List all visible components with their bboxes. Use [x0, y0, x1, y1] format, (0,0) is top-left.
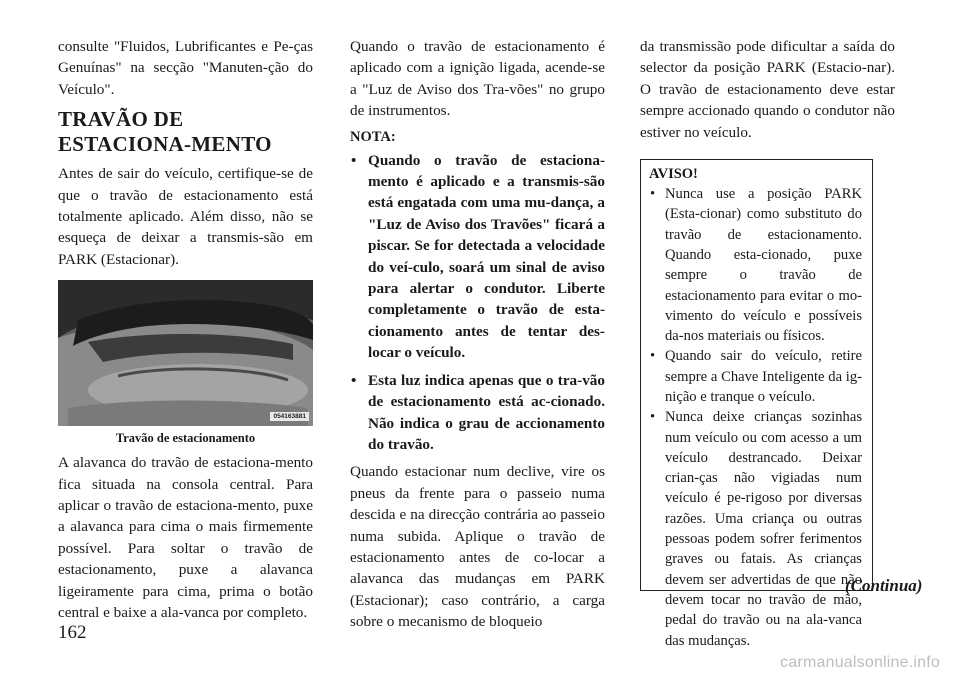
warning-list [649, 184, 862, 651]
parking-brake-intro: Antes de sair do veículo, certifique-se de que o travão de estacionamento está totalmente aplicado. Além disso, não se esqueça de deixar a transmis-são em PARK (Estacionar). [58, 165, 313, 268]
section-heading: TRAVÃO DE ESTACIONA-MENTO [58, 107, 272, 157]
warning-title: AVISO! [649, 166, 698, 183]
column-right [640, 36, 895, 649]
column-middle [350, 36, 605, 633]
watermark: carmanualsonline.info [780, 654, 940, 671]
page-number: 162 [58, 622, 87, 643]
console-lever-illustration [58, 280, 313, 426]
parking-brake-photo [58, 280, 313, 426]
transmission-paragraph: da transmissão pode dificultar a saída do selector da posição PARK (Estacio-nar). O travão de estacionamento deve estar sempre accionado quando o condutor não estiver no veículo. [640, 38, 895, 141]
continued-label: (Continua) [845, 576, 923, 595]
warning-light-paragraph: Quando o travão de estacionamento é aplicado com a ignição ligada, acende-se a "Luz de Aviso dos Tra-vões" no grupo de instrumentos. [350, 38, 605, 120]
column-left [58, 36, 313, 624]
warning-box [640, 159, 873, 649]
warning-item: • Quando sair do veículo, retire sempre a Chave Inteligente da ig-nição e tranque o veículo. [649, 346, 862, 407]
photo-caption: Travão de estacionamento [115, 431, 256, 446]
slope-parking-paragraph: Quando estacionar num declive, vire os pneus da frente para o passeio numa descida e na direcção contrária ao passeio numa subida. Aplique o travão de estacionamento antes de co-locar a alavanca das mudanças em PARK (Estacionar); caso contrário, a carga sobre o mecanismo de bloqueio [350, 463, 605, 631]
note-item: • Esta luz indica apenas que o tra-vão de estacionamento está ac-cionado. Não indica o grau de accionamento do travão. [350, 370, 605, 456]
warning-item: • Nunca deixe crianças sozinhas num veículo ou com acesso a um veículo destrancado. Deixar crian-ças não vigiadas num veículo é pe-rigoso por diversas razões. Uma criança ou outras pessoas podem sofrer ferimentos graves ou fatais. As crianças devem ser advertidas de que não devem tocar no travão de mão, pedal do travão ou na ala-vanca das mudanças. [649, 407, 862, 651]
lever-instructions: A alavanca do travão de estaciona-mento fica situada na consola central. Para aplicar o travão de estaciona-mento, puxe a alavanca para cima o mais firmemente possível. Para soltar o travão de estacionamento, puxe a alavanca ligeiramente para cima, prima o botão central e baixe a ala-vanca por completo. [58, 454, 313, 622]
intro-paragraph: consulte "Fluidos, Lubrificantes e Pe-ças Genuínas" na secção "Manuten-ção do Veículo". [58, 38, 313, 98]
photo-code-label: 054163881 [270, 412, 309, 421]
warning-item: • Nunca use a posição PARK (Esta-cionar) como substituto do travão de estacionamento. Quando esta-cionado, puxe sempre o travão de estacionamento para evitar o mo-vimento do veículo e possíveis da-nos materiais ou físicos. [649, 184, 862, 346]
note-label: NOTA: [350, 128, 396, 145]
note-list [350, 150, 605, 456]
note-item: • Quando o travão de estaciona-mento é aplicado e a transmis-são está engatada com uma mu-dança, a "Luz de Aviso dos Travões" ficará a piscar. Se for detectada a velocidade do veí-culo, soará um sinal de aviso para alertar o condutor. Liberte completamente o travão de esta-cionamento antes de tentar des-locar o veículo. [350, 150, 605, 364]
